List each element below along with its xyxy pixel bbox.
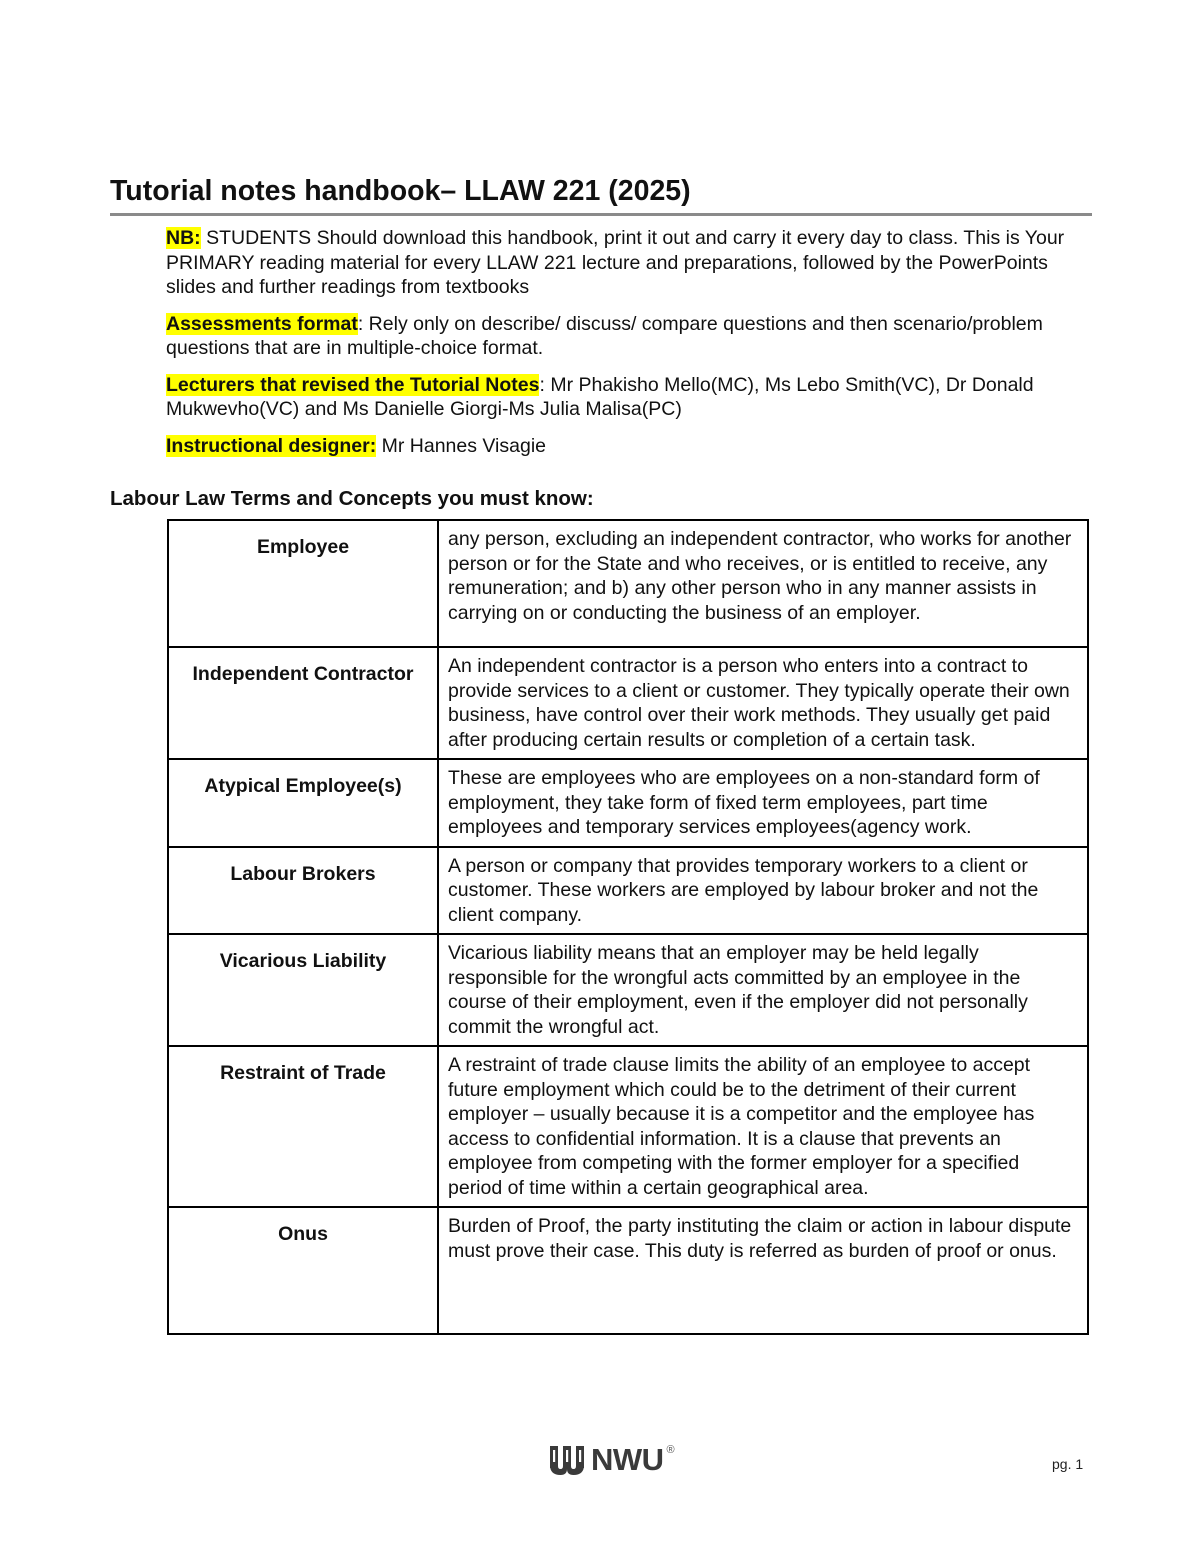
definition-cell: A restraint of trade clause limits the ability of an employee to accept future employment which could be to the detriment of their current employer – usually because it is a competitor and the employee has access to confidential information. It is a clause that prevents an employee from competing with the former employer for a specified period of time within a certain geographical area. <box>438 1046 1088 1207</box>
nb-paragraph <box>166 226 1096 300</box>
assessments-label: Assessments format <box>166 312 358 335</box>
term-cell: Labour Brokers <box>168 847 438 935</box>
document-title: Tutorial notes handbook– LLAW 221 (2025) <box>110 172 1092 216</box>
definition-cell: any person, excluding an independent contractor, who works for another person or for the State and who receives, or is entitled to receive, any remuneration; and b) any other person who in any manner assists in carrying on or conducting the business of an employer. <box>438 520 1088 647</box>
table-row <box>168 647 1088 759</box>
logo-text: NWU <box>591 1442 664 1477</box>
designer-label: Instructional designer: <box>166 434 377 457</box>
definition-cell: A person or company that provides temporary workers to a client or customer. These workers are employed by labour broker and not the client company. <box>438 847 1088 935</box>
terms-table <box>167 519 1089 1335</box>
lecturers-paragraph <box>166 373 1096 422</box>
registered-mark: ® <box>666 1444 675 1456</box>
page-number: pg. 1 <box>1052 1456 1084 1472</box>
nb-text: STUDENTS Should download this handbook, print it out and carry it every day to class. This is Your PRIMARY reading material for every LLAW 221 lecture and preparations, followed by the PowerPoints slides and further readings from textbooks <box>166 227 1065 298</box>
definition-cell: An independent contractor is a person who enters into a contract to provide services to a client or customer. They typically operate their own business, have control over their work methods. They usually get paid after producing certain results or completion of a certain task. <box>438 647 1088 759</box>
notes-block <box>166 226 1096 470</box>
nwu-logo <box>548 1440 675 1480</box>
section-heading: Labour Law Terms and Concepts you must know: <box>110 487 594 510</box>
table-row <box>168 847 1088 935</box>
definition-cell: Burden of Proof, the party instituting the claim or action in labour dispute must prove their case. This duty is referred as burden of proof or onus. <box>438 1207 1088 1334</box>
lecturers-label: Lecturers that revised the Tutorial Notes <box>166 373 540 396</box>
term-cell: Atypical Employee(s) <box>168 759 438 847</box>
term-cell: Vicarious Liability <box>168 934 438 1046</box>
nb-label: NB: <box>166 227 201 249</box>
assessments-paragraph <box>166 312 1096 361</box>
term-cell: Independent Contractor <box>168 647 438 759</box>
table-row <box>168 934 1088 1046</box>
definition-cell: These are employees who are employees on a non-standard form of employment, they take form of fixed term employees, part time employees and temporary services employees(agency work. <box>438 759 1088 847</box>
table-row <box>168 759 1088 847</box>
term-cell: Onus <box>168 1207 438 1334</box>
table-row <box>168 1207 1088 1334</box>
term-cell: Restraint of Trade <box>168 1046 438 1207</box>
term-cell: Employee <box>168 520 438 647</box>
lecturers-text: : Mr Phakisho Mello(MC), Ms Lebo Smith(VC), Dr Donald Mukwevho(VC) and Ms Danielle Giorgi-Ms Julia Malisa(PC) <box>166 373 1034 420</box>
designer-paragraph <box>166 434 1096 459</box>
assessments-text: : Rely only on describe/ discuss/ compare questions and then scenario/problem questions that are in multiple-choice format. <box>166 312 1043 359</box>
table-row <box>168 1046 1088 1207</box>
table-row <box>168 520 1088 647</box>
definition-cell: Vicarious liability means that an employer may be held legally responsible for the wrongful acts committed by an employee in the course of their employment, even if the employer did not personally commit the wrongful act. <box>438 934 1088 1046</box>
designer-text: Mr Hannes Visagie <box>376 434 547 457</box>
nwu-emblem-icon <box>548 1443 586 1477</box>
